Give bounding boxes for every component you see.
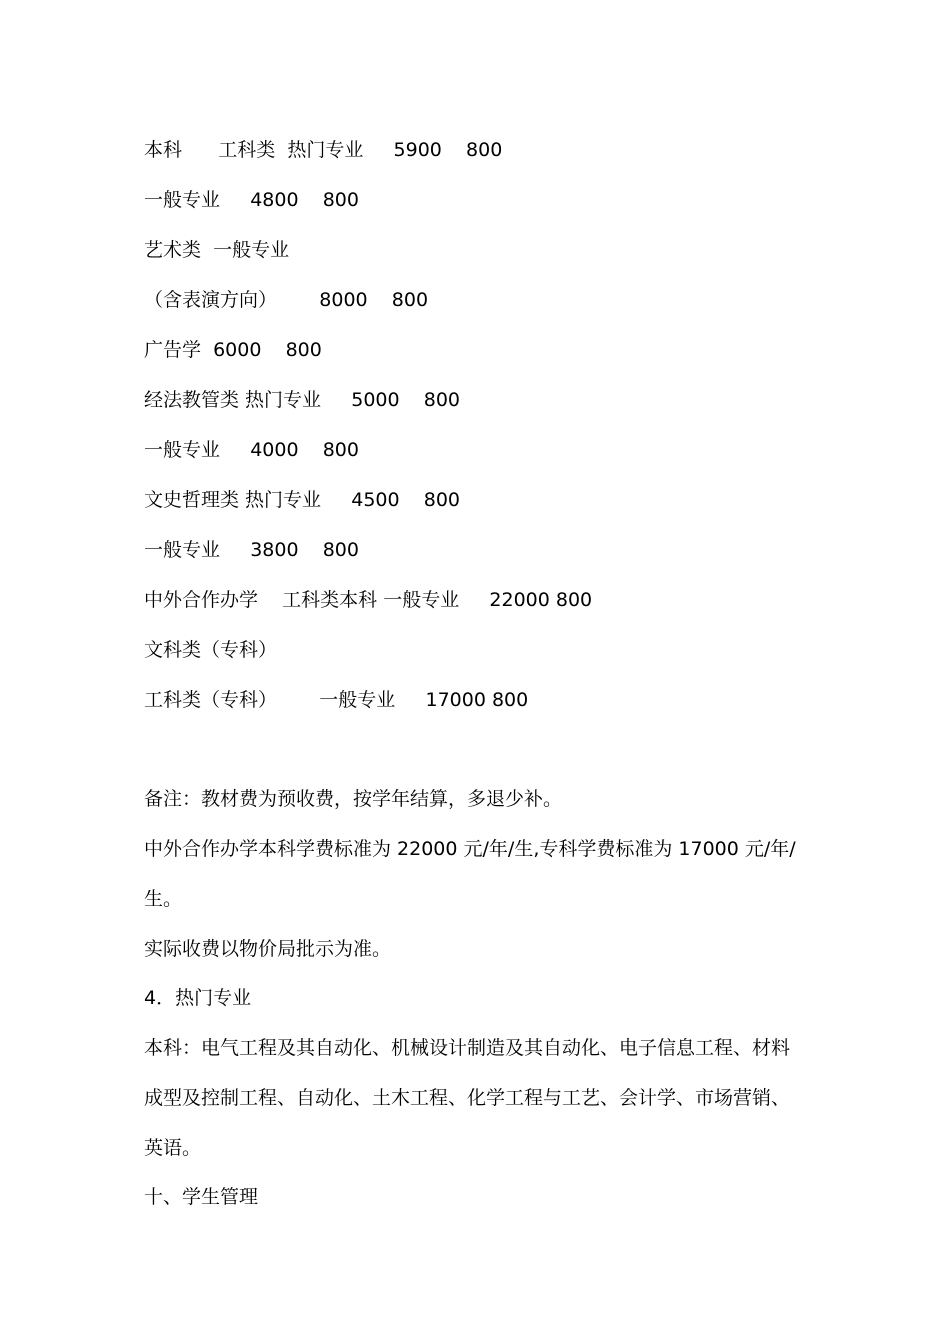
fee-row-art-heading: 艺术类 一般专业 [144, 239, 290, 261]
fee-row-joint-engineering-junior: 工科类（专科） 一般专业 17000 800 [144, 689, 529, 711]
fee-row-humanities-popular: 文史哲理类 热门专业 4500 800 [144, 489, 461, 511]
note-price-bureau: 实际收费以物价局批示为准。 [144, 938, 392, 960]
note-textbook-fee: 备注：教材费为预收费，按学年结算，多退少补。 [144, 788, 563, 810]
fee-row-econ-law-general: 一般专业 4000 800 [144, 439, 359, 461]
fee-row-joint-engineering: 中外合作办学 工科类本科 一般专业 22000 800 [144, 589, 593, 611]
popular-majors-line-2: 成型及控制工程、自动化、土木工程、化学工程与工艺、会计学、市场营销、 [144, 1087, 791, 1109]
fee-row-humanities-general: 一般专业 3800 800 [144, 539, 359, 561]
section-heading-student-management: 十、学生管理 [144, 1186, 259, 1208]
fee-row-joint-liberal-arts: 文科类（专科） [144, 639, 278, 661]
fee-row-engineering-popular: 本科 工科类 热门专业 5900 800 [144, 139, 503, 161]
popular-majors-line-1: 本科：电气工程及其自动化、机械设计制造及其自动化、电子信息工程、材料 [144, 1037, 791, 1059]
fee-row-engineering-general: 一般专业 4800 800 [144, 189, 359, 211]
section-heading-popular-majors: 4．热门专业 [144, 987, 252, 1009]
popular-majors-line-3: 英语。 [144, 1137, 202, 1159]
note-joint-tuition: 中外合作办学本科学费标准为 22000 元/年/生,专科学费标准为 17000 元/年/ [144, 838, 796, 860]
note-joint-tuition-continued: 生。 [144, 888, 183, 910]
fee-row-art-performance: （含表演方向） 8000 800 [144, 289, 429, 311]
fee-row-advertising: 广告学 6000 800 [144, 339, 322, 361]
fee-row-econ-law-popular: 经法教管类 热门专业 5000 800 [144, 389, 461, 411]
